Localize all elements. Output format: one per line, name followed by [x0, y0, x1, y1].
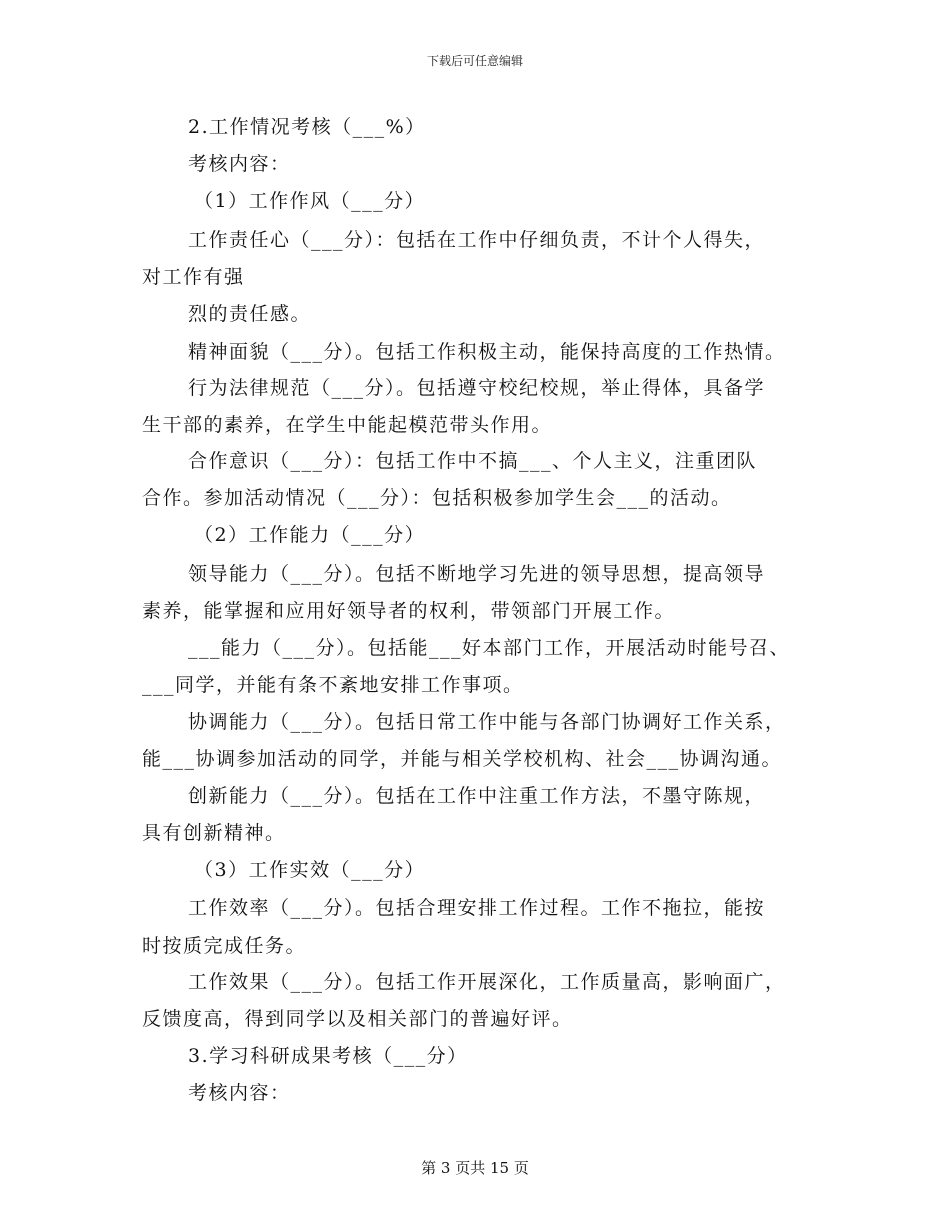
paragraph-line: 工作效率（___分）。包括合理安排工作过程。工作不拖拉，能按: [188, 897, 766, 919]
paragraph-line: 素养，能掌握和应用好领导者的权利，带领部门开展工作。: [142, 600, 676, 622]
page-header: 下载后可任意编辑: [426, 54, 523, 68]
paragraph-line: 协调能力（___分）。包括日常工作中能与各部门协调好工作关系，: [188, 711, 786, 733]
section-heading: 2.工作情况考核（___%）: [188, 116, 426, 138]
paragraph-line: 考核内容：: [188, 1082, 291, 1104]
paragraph-line: 考核内容：: [188, 153, 291, 175]
paragraph-line: 烈的责任感。: [188, 303, 312, 325]
paragraph-line: 工作责任心（___分）：包括在工作中仔细负责，不计个人得失，: [188, 229, 766, 251]
paragraph-line: 时按质完成任务。: [142, 935, 307, 957]
paragraph-line: 具有创新精神。: [142, 822, 286, 844]
subsection-heading: （3）工作实效（___分）: [194, 859, 426, 881]
paragraph-line: 对工作有强: [142, 266, 245, 288]
paragraph-line: 精神面貌（___分）。包括工作积极主动，能保持高度的工作热情。: [188, 341, 786, 363]
section-heading: 3.学习科研成果考核（___分）: [188, 1045, 468, 1067]
paragraph-line: 能___协调参加活动的同学，并能与相关学校机构、社会___协调沟通。: [142, 748, 783, 770]
paragraph-line: 工作效果（___分）。包括工作开展深化，工作质量高，影响面广，: [188, 971, 786, 993]
page-footer: 第 3 页共 15 页: [421, 1159, 529, 1177]
paragraph-line: ___同学，并能有条不紊地安排工作事项。: [142, 674, 524, 696]
paragraph-line: 合作。参加活动情况（___分）：包括积极参加学生会___的活动。: [142, 487, 732, 509]
paragraph-line: 领导能力（___分）。包括不断地学习先进的领导思想，提高领导: [188, 563, 766, 585]
subsection-heading: （1）工作作风（___分）: [194, 190, 426, 212]
paragraph-line: 合作意识（___分）：包括工作中不搞___、个人主义，注重团队: [188, 450, 758, 472]
paragraph-line: 反馈度高，得到同学以及相关部门的普遍好评。: [142, 1008, 573, 1030]
paragraph-line: 生干部的素养，在学生中能起模范带头作用。: [142, 414, 553, 436]
paragraph-line: 行为法律规范（___分）。包括遵守校纪校规，举止得体，具备学: [188, 377, 766, 399]
subsection-heading: （2）工作能力（___分）: [194, 524, 426, 546]
paragraph-line: ___能力（___分）。包括能___好本部门工作，开展活动时能号召、: [188, 637, 791, 659]
paragraph-line: 创新能力（___分）。包括在工作中注重工作方法，不墨守陈规，: [188, 785, 766, 807]
